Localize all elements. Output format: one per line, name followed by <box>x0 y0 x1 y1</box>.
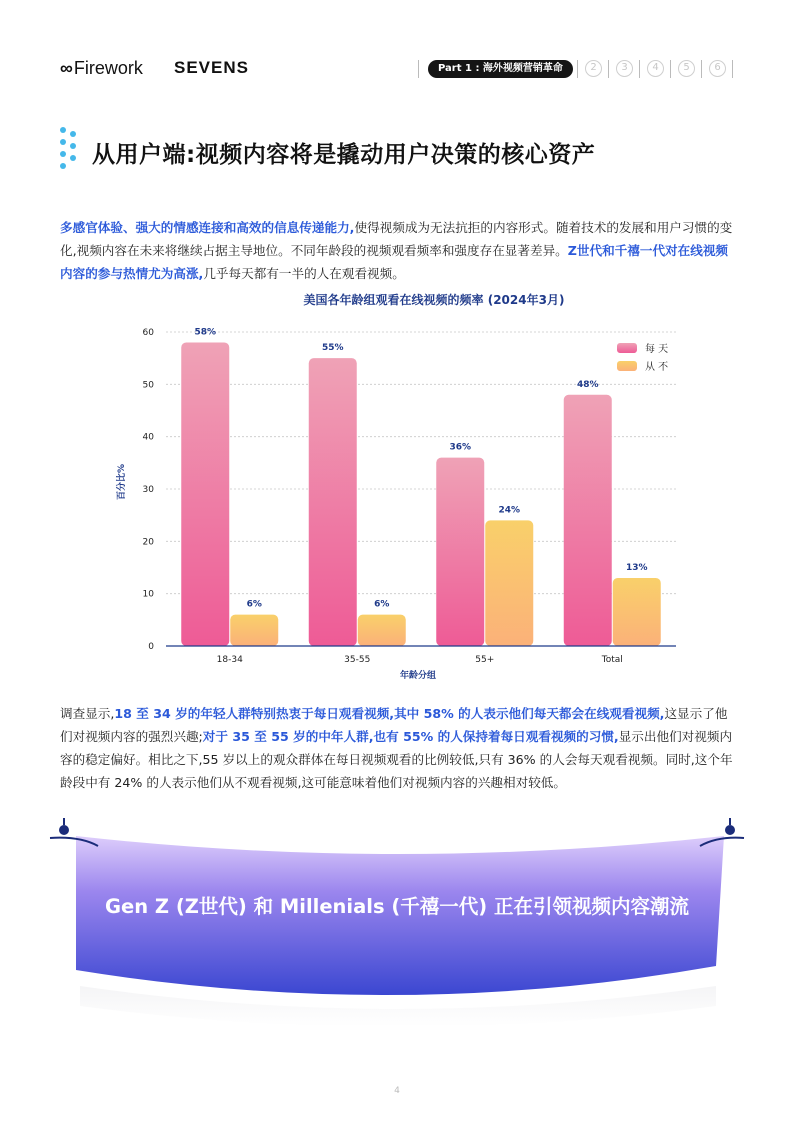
header-divider <box>608 60 609 78</box>
page-header <box>0 0 794 100</box>
bar-never <box>613 578 661 646</box>
analysis-text-1: 调查显示, <box>60 706 115 721</box>
y-tick-label: 10 <box>142 589 154 600</box>
bar-never <box>358 615 406 646</box>
intro-highlight-2: Z世代和千禧一代对在线视频内容的参与热情尤为高涨, <box>60 243 729 281</box>
legend-label-daily: 每 天 <box>645 344 669 355</box>
header-divider <box>732 60 733 78</box>
x-tick-label: Total <box>601 655 623 665</box>
section-title: 从用户端:视频内容将是撬动用户决策的核心资产 <box>92 142 596 168</box>
intro-text-1: 使得视频成为无法抗拒的内容形式。随着技术的发展和用户习惯的变化,视频内容在未来将继续占据主导地位。不同年龄段的视频观看频率和强度存在显著差异。 <box>60 220 733 258</box>
x-tick-label: 35-55 <box>344 655 371 665</box>
y-tick-label: 50 <box>142 380 154 391</box>
bar-chart-svg <box>100 286 700 686</box>
bar-daily <box>309 358 357 646</box>
data-label: 6% <box>374 599 390 610</box>
banner-pin-left <box>59 825 69 835</box>
chart-legend <box>617 342 668 373</box>
header-divider <box>701 60 702 78</box>
y-tick-label: 30 <box>142 485 154 495</box>
analysis-highlight-2: 对于 35 至 55 岁的中年人群,也有 55% 的人保持着每日观看视频的习惯, <box>202 729 619 744</box>
infinity-icon: ∞ <box>60 58 70 78</box>
page-link-5[interactable]: 5 <box>678 60 695 77</box>
bar-chart <box>100 286 700 686</box>
intro-highlight-1: 多感官体验、强大的情感连接和高效的信息传递能力, <box>60 220 355 235</box>
bar-daily <box>181 342 229 646</box>
page-link-3[interactable]: 3 <box>616 60 633 77</box>
intro-text-2: 几乎每天都有一半的人在观看视频。 <box>203 266 405 281</box>
data-label: 55% <box>321 343 344 354</box>
legend-swatch-daily <box>617 343 637 353</box>
title-dots-icon <box>60 127 80 171</box>
legend-label-never: 从 不 <box>645 362 669 373</box>
x-tick-label: 18-34 <box>216 655 243 665</box>
banner-pin-right <box>725 825 735 835</box>
part-badge[interactable]: Part 1 : 海外视频营销革命 <box>428 60 573 78</box>
y-axis-label: 百分比% <box>117 463 127 501</box>
page-link-6[interactable]: 6 <box>709 60 726 77</box>
x-tick-label: 55+ <box>475 655 495 665</box>
header-divider <box>639 60 640 78</box>
y-tick-label: 40 <box>142 432 154 443</box>
header-divider <box>577 60 578 78</box>
y-tick-label: 60 <box>142 328 154 338</box>
page-link-4[interactable]: 4 <box>647 60 664 77</box>
data-label: 58% <box>194 327 217 338</box>
chart-title: 美国各年龄组观看在线视频的频率 (2024年3月) <box>303 293 565 307</box>
analysis-highlight-1: 18 至 34 岁的年轻人群特别热衷于每日观看视频,其中 58% 的人表示他们每天都会在线观看视频, <box>114 706 665 721</box>
bar-daily <box>564 395 612 646</box>
header-divider <box>418 60 419 78</box>
analysis-text-2: 这显示了他们对视频内容的强烈兴趣; <box>60 706 728 744</box>
page-link-2[interactable]: 2 <box>585 60 602 77</box>
data-label: 24% <box>498 505 521 516</box>
x-axis-label: 年龄分组 <box>399 671 437 681</box>
analysis-text-3: 显示出他们对视频内容的稳定偏好。相比之下,55 岁以上的观众群体在每日视频观看的比例较低,只有 36% 的人会每天观看视频。同时,这个年龄段中有 24% 的人表示他们从不观看视频,这可能意味着他们对视频内容的兴趣相对较低。 <box>60 729 733 790</box>
page-number: 4 <box>394 1086 400 1096</box>
firework-logo-text: Firework <box>73 58 143 78</box>
sevens-logo: SEVENS <box>174 58 249 77</box>
banner-text: Gen Z (Z世代) 和 Millenials (千禧一代) 正在引领视频内容潮流 <box>105 895 689 918</box>
header-divider <box>670 60 671 78</box>
bar-never <box>230 615 278 646</box>
banner-graphic <box>40 810 754 1040</box>
analysis-paragraph <box>60 702 736 794</box>
legend-swatch-never <box>617 361 637 371</box>
intro-paragraph <box>60 216 736 285</box>
y-tick-label: 20 <box>142 537 154 548</box>
firework-logo <box>60 58 143 79</box>
hanging-banner <box>40 810 754 1040</box>
bar-daily <box>436 458 484 646</box>
data-label: 6% <box>246 599 262 610</box>
data-label: 36% <box>449 442 472 453</box>
bar-never <box>485 520 533 646</box>
y-tick-label: 0 <box>148 642 154 652</box>
data-label: 13% <box>625 562 648 573</box>
data-label: 48% <box>576 379 599 390</box>
